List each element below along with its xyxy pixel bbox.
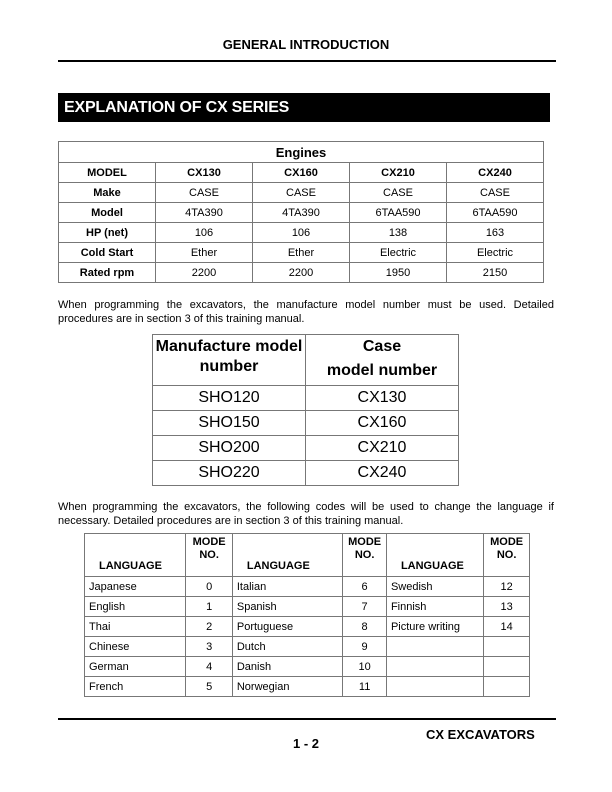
table-row	[85, 657, 530, 677]
mode-cell: 0	[186, 577, 232, 597]
language-cell: Spanish	[232, 597, 342, 617]
mode-cell: 3	[186, 637, 232, 657]
footer-product-title: CX EXCAVATORS	[426, 727, 535, 742]
table-cell: CASE	[156, 183, 253, 203]
column-header: CX240	[447, 163, 544, 183]
mode-cell: 11	[343, 677, 387, 697]
table-cell: CX210	[306, 436, 459, 461]
table-cell: 163	[447, 223, 544, 243]
column-header: MODE NO.	[484, 534, 530, 577]
table-cell: SHO220	[153, 461, 306, 486]
table-cell: 106	[253, 223, 350, 243]
engines-header-row	[59, 163, 544, 183]
table-cell: 1950	[350, 263, 447, 283]
table-cell: 6TAA590	[350, 203, 447, 223]
mode-cell: 5	[186, 677, 232, 697]
engines-table	[58, 141, 544, 283]
table-row	[59, 183, 544, 203]
mode-cell: 8	[343, 617, 387, 637]
mode-cell: 7	[343, 597, 387, 617]
column-header	[306, 335, 459, 386]
language-cell	[386, 677, 483, 697]
language-cell: Italian	[232, 577, 342, 597]
table-cell: CASE	[350, 183, 447, 203]
table-row	[85, 597, 530, 617]
table-row	[59, 243, 544, 263]
language-codes-table	[84, 533, 530, 697]
column-header: LANGUAGE	[85, 534, 186, 577]
column-header: MODE NO.	[343, 534, 387, 577]
mode-cell: 4	[186, 657, 232, 677]
mode-cell: 9	[343, 637, 387, 657]
table-cell: 2200	[156, 263, 253, 283]
table-row	[59, 263, 544, 283]
language-table-header	[85, 534, 530, 577]
language-cell	[386, 657, 483, 677]
row-label: Make	[59, 183, 156, 203]
paragraph-language-codes: When programming the excavators, the following codes will be used to change the language if necessary. Detailed procedures are in section 3 of this training manual.	[58, 501, 554, 527]
mode-cell	[484, 657, 530, 677]
section-title: EXPLANATION OF CX SERIES	[58, 93, 550, 122]
column-header: MODE NO.	[186, 534, 232, 577]
engines-caption: Engines	[59, 142, 544, 163]
table-cell: CASE	[253, 183, 350, 203]
column-header: CX130	[156, 163, 253, 183]
column-header: CX160	[253, 163, 350, 183]
table-row	[59, 223, 544, 243]
mode-cell: 1	[186, 597, 232, 617]
table-cell: CX130	[306, 386, 459, 411]
table-cell: Ether	[253, 243, 350, 263]
column-header: CX210	[350, 163, 447, 183]
language-cell: French	[85, 677, 186, 697]
mode-cell	[484, 677, 530, 697]
column-header: LANGUAGE	[386, 534, 483, 577]
column-header: MODEL	[59, 163, 156, 183]
language-cell: Finnish	[386, 597, 483, 617]
footer-rule	[58, 718, 556, 720]
language-cell: Thai	[85, 617, 186, 637]
column-header: Manufacture model number	[153, 335, 306, 386]
table-row	[153, 411, 459, 436]
table-cell: SHO120	[153, 386, 306, 411]
mode-cell	[484, 637, 530, 657]
table-cell: 2150	[447, 263, 544, 283]
model-number-table	[152, 334, 459, 486]
row-label: Cold Start	[59, 243, 156, 263]
table-cell: Ether	[156, 243, 253, 263]
mode-cell: 14	[484, 617, 530, 637]
header-rule	[58, 60, 556, 62]
mode-cell: 2	[186, 617, 232, 637]
table-row	[85, 677, 530, 697]
row-label: HP (net)	[59, 223, 156, 243]
paragraph-model-numbers: When programming the excavators, the manufacture model number must be used. Detailed procedures are in section 3 of this training manual.	[58, 299, 554, 325]
mode-cell: 12	[484, 577, 530, 597]
table-row	[85, 577, 530, 597]
language-cell	[386, 637, 483, 657]
table-cell: Electric	[350, 243, 447, 263]
table-cell: 2200	[253, 263, 350, 283]
table-cell: CX160	[306, 411, 459, 436]
language-cell: Danish	[232, 657, 342, 677]
mode-cell: 13	[484, 597, 530, 617]
language-cell: Japanese	[85, 577, 186, 597]
model-table-header	[153, 335, 459, 386]
language-cell: Picture writing	[386, 617, 483, 637]
table-cell: Electric	[447, 243, 544, 263]
row-label: Model	[59, 203, 156, 223]
table-cell: 4TA390	[156, 203, 253, 223]
table-cell: SHO200	[153, 436, 306, 461]
column-header: LANGUAGE	[232, 534, 342, 577]
column-header-line: Case	[362, 338, 402, 355]
table-row	[59, 203, 544, 223]
table-cell: 138	[350, 223, 447, 243]
column-header-line: model number	[326, 362, 438, 379]
table-row	[85, 637, 530, 657]
language-cell: Swedish	[386, 577, 483, 597]
language-cell: Chinese	[85, 637, 186, 657]
table-row	[153, 386, 459, 411]
table-row	[85, 617, 530, 637]
table-cell: 6TAA590	[447, 203, 544, 223]
table-cell: CX240	[306, 461, 459, 486]
row-label: Rated rpm	[59, 263, 156, 283]
table-cell: 4TA390	[253, 203, 350, 223]
language-cell: German	[85, 657, 186, 677]
page-header-title: GENERAL INTRODUCTION	[222, 37, 390, 52]
table-cell: 106	[156, 223, 253, 243]
table-cell: CASE	[447, 183, 544, 203]
table-row	[153, 436, 459, 461]
table-cell: SHO150	[153, 411, 306, 436]
language-cell: Portuguese	[232, 617, 342, 637]
mode-cell: 10	[343, 657, 387, 677]
language-cell: Norwegian	[232, 677, 342, 697]
page-number: 1 - 2	[292, 736, 319, 751]
table-row	[153, 461, 459, 486]
language-cell: Dutch	[232, 637, 342, 657]
language-cell: English	[85, 597, 186, 617]
mode-cell: 6	[343, 577, 387, 597]
